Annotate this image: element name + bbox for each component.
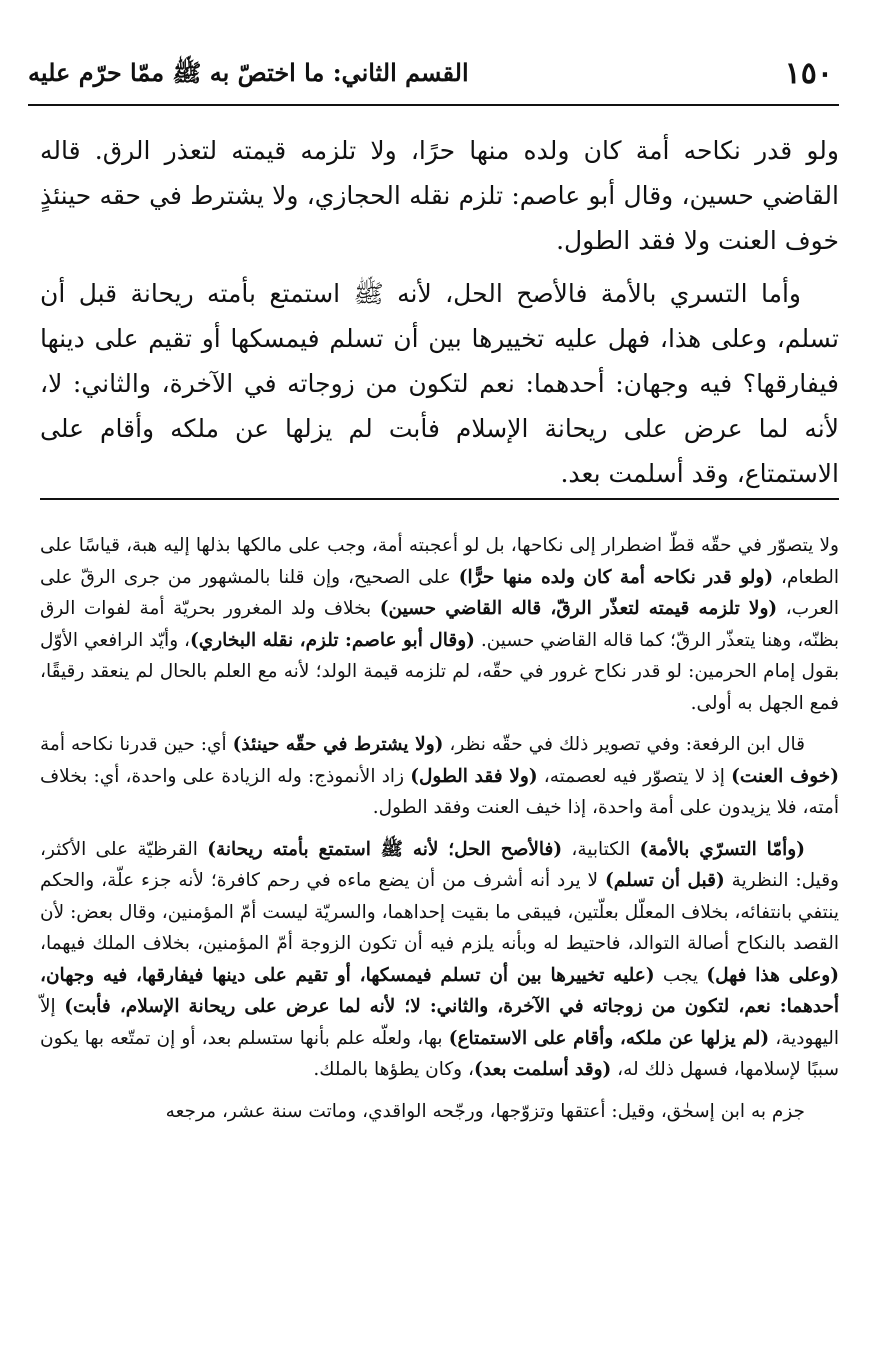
- running-title: القسم الثاني: ما اختصّ به ﷺ ممّا حرّم عليه: [28, 58, 469, 87]
- quoted-matn-phrase: (فالأصح الحل؛ لأنه ﷺ استمتع بأمته ريحانة): [207, 838, 563, 860]
- main-text-paragraph-1: ولو قدر نكاحه أمة كان ولده منها حرًا، ولا تلزمه قيمته لتعذر الرق. قاله القاضي حسين، وقال أبو عاصم: تلزم نقله الحجازي، ولا يشترط في حقه حينئذٍ خوف العنت ولا فقد الطول.: [40, 136, 839, 255]
- quoted-matn-phrase: (لم يزلها عن ملكه، وأقام على الاستمتاع): [448, 1027, 770, 1049]
- commentary-text: [40, 530, 839, 1137]
- commentary-segment: قال ابن الرفعة: وفي تصوير ذلك في حقّه نظر،: [443, 734, 805, 755]
- commentary-paragraph-2: [40, 729, 839, 824]
- quoted-matn-phrase: (قبل أن تسلم): [605, 870, 725, 891]
- quoted-matn-phrase: (خوف العنت): [731, 765, 839, 787]
- commentary-paragraph-1: [40, 530, 839, 719]
- commentary-paragraph-3: [40, 834, 839, 1086]
- quoted-matn-phrase: (ولو قدر نكاحه أمة كان ولده منها حرًّا): [458, 566, 774, 588]
- main-text: [40, 128, 839, 504]
- quoted-matn-phrase: (وقد أسلمت بعد): [473, 1059, 612, 1080]
- commentary-segment: ، وكان يطؤها بالملك.: [313, 1059, 474, 1080]
- text-separator-rule: [40, 498, 839, 500]
- main-text-paragraph-2: وأما التسري بالأمة فالأصح الحل، لأنه ﷺ استمتع بأمته ريحانة قبل أن تسلم، وعلى هذا، فهل عليه تخييرها بين أن تسلم فيمسكها أو تقيم على دينها فيفارقها؟ فيه وجهان: أحدهما: نعم لتكون من زوجاته في الآخرة، والثاني: لا، لأنه لما عرض على ريحانة الإسلام فأبت لم يزلها عن ملكه وأقام على الاستمتاع، وقد أسلمت بعد.: [40, 279, 839, 488]
- commentary-segment: زاد الأنموذج: وله الزيادة على واحدة، أي: بخلاف أمته، فلا يزيدون على أمة واحدة، إذا خيف العنت وفقد الطول.: [40, 765, 839, 818]
- quoted-matn-phrase: (وقال أبو عاصم: تلزم، نقله البخاري): [190, 629, 475, 651]
- commentary-paragraph-4: جزم به ابن إسحٰق، وقيل: أعتقها وتزوّجها، ورجّحه الواقدي، وماتت سنة عشر، مرجعه: [165, 1100, 805, 1122]
- quoted-matn-phrase: (ولا فقد الطول): [410, 765, 538, 787]
- quoted-matn-phrase: (ولا يشترط في حقّه حينئذ): [232, 734, 444, 755]
- commentary-segment: ولا يتصوّر في حقّه قطّ اضطرار إلى نكاحها، بل لو أعجبته أمة، وجب على مالكها بذلها إليه هبة، قياسًا على الطعام،: [40, 535, 839, 588]
- commentary-segment: يجب: [654, 964, 707, 986]
- commentary-segment: بها، ولعلّه علم بأنها ستسلم بعد، أو إن تمتّعه بها يكون سببًا لإسلامها، فسهل ذلك له،: [40, 1027, 839, 1080]
- quoted-matn-phrase: (وعلى هذا فهل): [706, 964, 839, 986]
- quoted-matn-phrase: (عليه تخييرها بين أن تسلم فيمسكها، أو تقيم على دينها فيفارقها، فيه وجهان، أحدهما: نعم، لتكون من زوجاته في الآخرة، والثاني: لا؛ لأنه لما عرض على ريحانة الإسلام، فأبت): [40, 964, 840, 1017]
- quoted-matn-phrase: (ولا تلزمه قيمته لتعذّر الرقّ، قاله القاضي حسين): [379, 598, 778, 619]
- commentary-segment: على الصحيح، وإن قلنا بالمشهور من جرى الرقّ على العرب،: [40, 566, 839, 619]
- commentary-segment: أي: حين قدرنا نكاحه أمة: [40, 734, 233, 755]
- page-header: [28, 48, 839, 106]
- page-number: ١٥٠: [784, 56, 833, 91]
- commentary-segment: إلاّ اليهودية،: [40, 996, 839, 1049]
- commentary-segment: ، وأيّد الرافعي الأوّل بقول إمام الحرمين: لو قدر نكاح غرور في حقّه، لم تلزمه قيمة الولد؛ لأنه مع العلم بالحال لم ينعقد رقيقًا، فمع الجهل به أولى.: [40, 629, 839, 714]
- commentary-segment: الكتابية،: [562, 838, 640, 860]
- commentary-segment: إذ لا يتصوّر فيه لعصمته،: [537, 765, 732, 787]
- quoted-matn-phrase: (وأمّا التسرّي بالأمة): [639, 838, 805, 860]
- commentary-segment: القرظيّة على الأكثر، وقيل: النظرية: [40, 838, 839, 891]
- commentary-segment: بخلاف ولد المغرور بحريّة أمة لفوات الرق بظنّه، وهنا يتعذّر الرقّ؛ كما قاله القاضي حسين.: [40, 598, 839, 651]
- commentary-segment: لا يرد أنه أشرف من أن يضع ماءه في رحم كافرة؛ لأنه جزء علّة، والحكم ينتفي بانتفائه، بخلاف المعلّل بعلّتين، فيبقى ما بقيت إحداهما، والسريّة ليست أمّ المؤمنين، وقال بعض: لأن القصد بالنكاح أصالة التوالد، فاحتيط له وبأنه يلزم فيه أن تكون الزوجة أمّ المؤمنين، بخلاف الملك فيهما،: [40, 870, 839, 954]
